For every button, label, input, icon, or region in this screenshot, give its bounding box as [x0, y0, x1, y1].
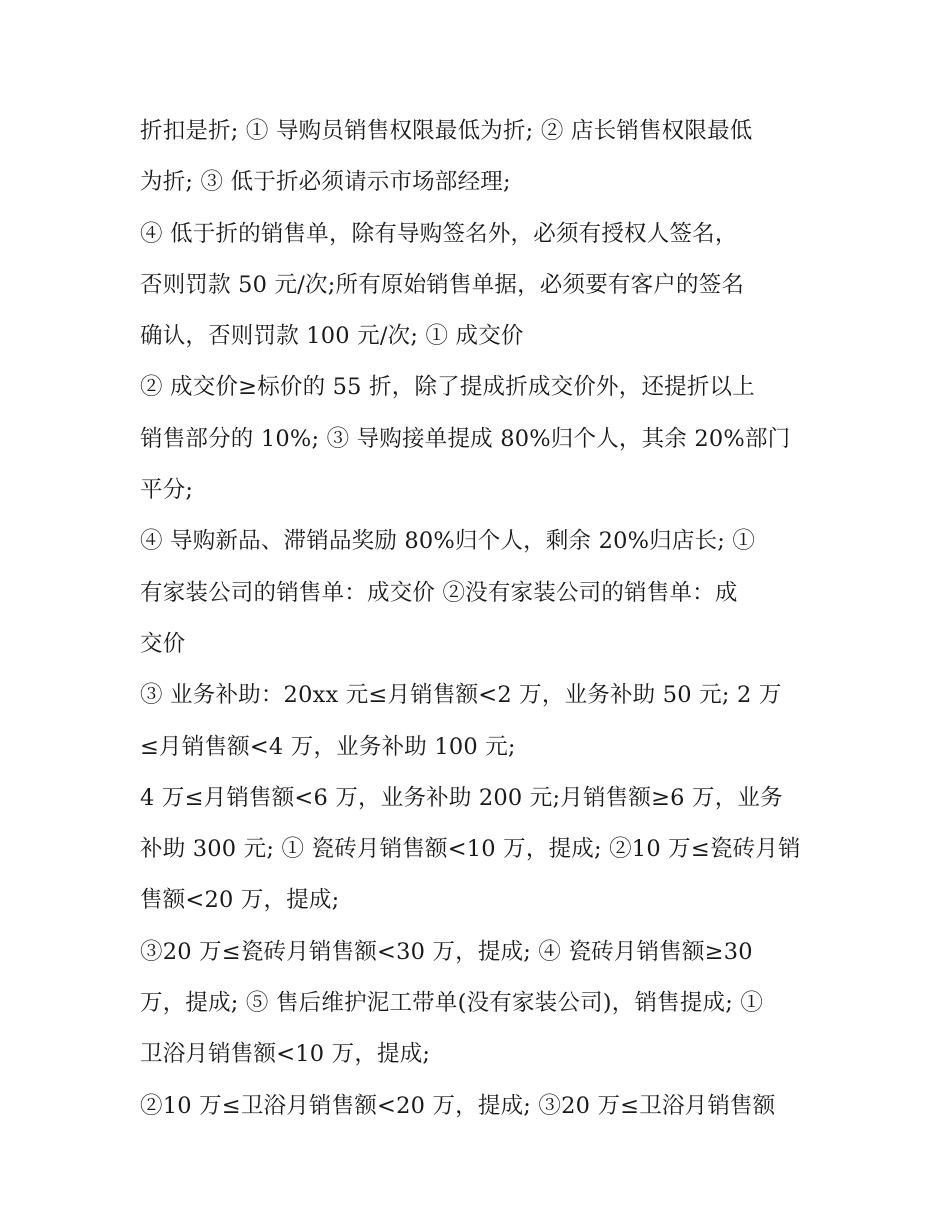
- text-line: 售额<20 万，提成;: [140, 887, 340, 914]
- text-line: 为折; ③ 低于折必须请示市场部经理;: [140, 169, 511, 196]
- text-line: ④ 低于折的销售单，除有导购签名外，必须有授权人签名，: [140, 220, 738, 247]
- text-line: 有家装公司的销售单：成交价 ②没有家装公司的销售单：成: [140, 579, 738, 606]
- text-line: 确认，否则罚款 100 元/次; ① 成交价: [140, 323, 524, 350]
- text-line: 卫浴月销售额<10 万，提成;: [140, 1041, 431, 1068]
- document-body: [140, 106, 820, 1132]
- text-line: ③ 业务补助：20xx 元≤月销售额<2 万，业务补助 50 元; 2 万: [140, 682, 782, 709]
- text-line: ≤月销售额<4 万，业务补助 100 元;: [140, 733, 516, 760]
- text-line: 否则罚款 50 元/次;所有原始销售单据，必须要有客户的签名: [140, 271, 745, 298]
- text-line: ② 成交价≥标价的 55 折，除了提成折成交价外，还提折以上: [140, 374, 755, 401]
- text-line: 补助 300 元; ① 瓷砖月销售额<10 万，提成; ②10 万≤瓷砖月销: [140, 836, 801, 863]
- text-line: ④ 导购新品、滞销品奖励 80%归个人，剩余 20%归店长; ①: [140, 528, 756, 555]
- text-line: ②10 万≤卫浴月销售额<20 万，提成; ③20 万≤卫浴月销售额: [140, 1092, 776, 1119]
- text-line: 平分;: [140, 477, 194, 504]
- text-line: 销售部分的 10%; ③ 导购接单提成 80%归个人，其余 20%部门: [140, 425, 791, 452]
- text-line: 万，提成; ⑤ 售后维护泥工带单(没有家装公司)，销售提成; ①: [140, 990, 764, 1017]
- text-line: 交价: [140, 630, 186, 657]
- text-line: 4 万≤月销售额<6 万，业务补助 200 元;月销售额≥6 万，业务: [140, 784, 783, 811]
- text-line: 折扣是折; ① 导购员销售权限最低为折; ② 店长销售权限最低: [140, 118, 753, 144]
- text-line: ③20 万≤瓷砖月销售额<30 万，提成; ④ 瓷砖月销售额≥30: [140, 938, 753, 965]
